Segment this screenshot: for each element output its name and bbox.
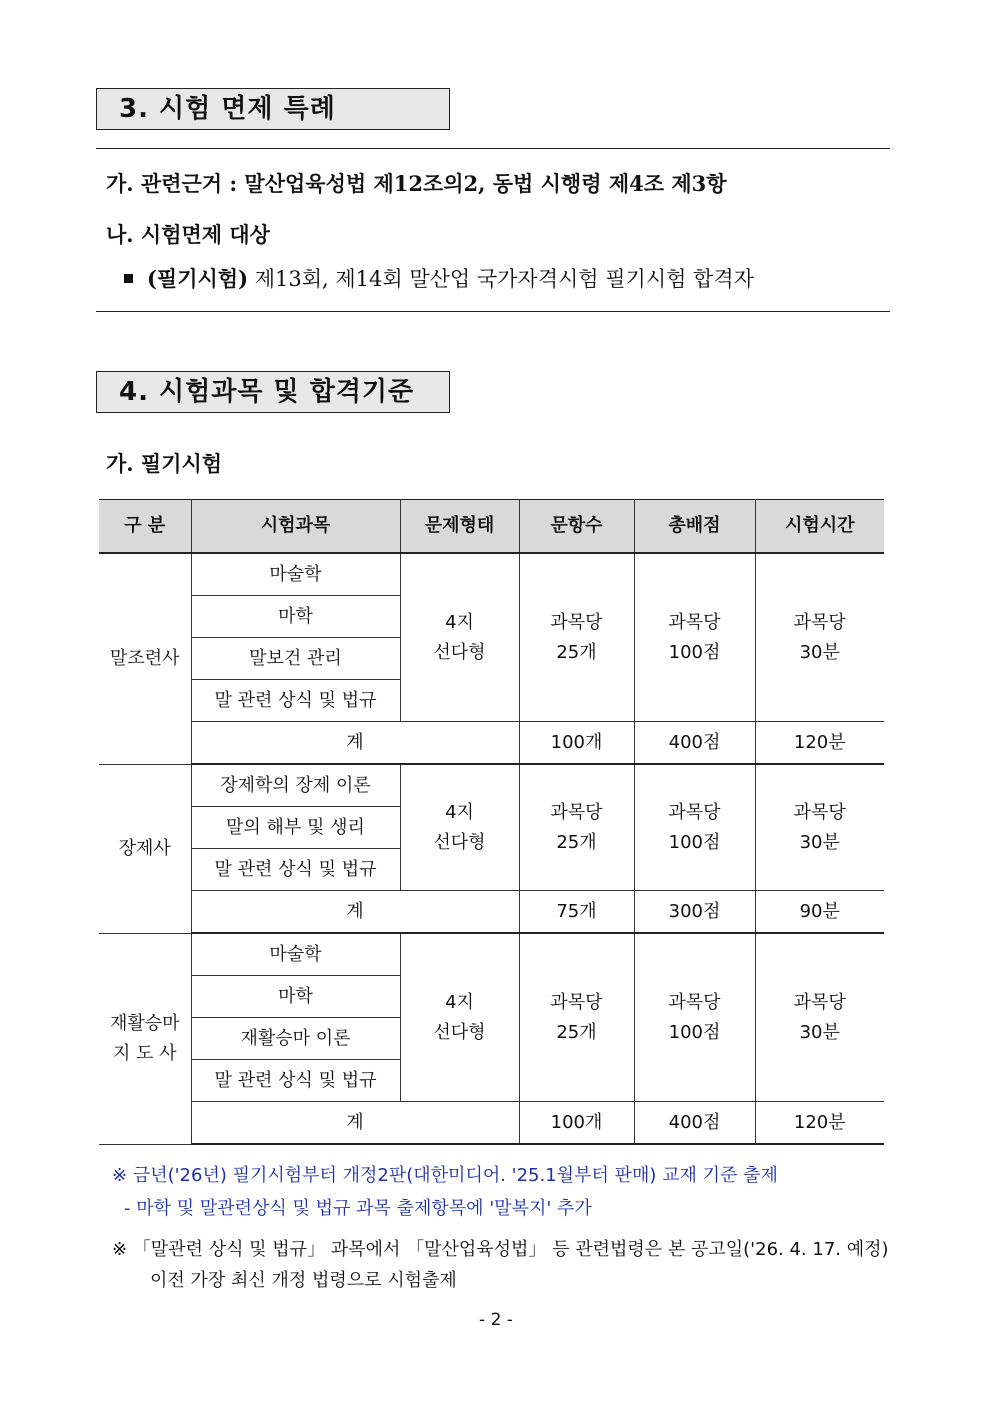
total-score: 400점 xyxy=(634,722,755,765)
page-number: - 2 - xyxy=(479,1310,513,1330)
type-line: 선다형 xyxy=(433,1021,486,1043)
section3-title: 3. 시험 면제 특례 xyxy=(96,88,450,130)
note-textbook-sub: - 마학 및 말관련상식 및 법규 과목 출제항목에 '말복지' 추가 xyxy=(124,1198,592,1219)
square-bullet-icon xyxy=(124,274,133,283)
note-law-line2: 이전 가장 최신 개정 법령으로 시험출제 xyxy=(150,1270,457,1291)
total-count: 100개 xyxy=(519,1102,634,1145)
header-time: 시험시간 xyxy=(755,500,884,554)
group-name-line: 재활승마 xyxy=(109,1012,180,1034)
section3-bullet xyxy=(124,263,754,293)
subject-cell: 재활승마 이론 xyxy=(191,1018,400,1060)
count-cell xyxy=(519,764,634,891)
table-total-row xyxy=(99,1102,884,1145)
total-count: 75개 xyxy=(519,891,634,934)
header-score: 총배점 xyxy=(634,500,755,554)
section4-title: 4. 시험과목 및 합격기준 xyxy=(96,371,450,413)
count-line: 25개 xyxy=(556,1021,597,1043)
type-cell xyxy=(400,933,519,1102)
table-row xyxy=(99,933,884,976)
subject-cell: 말 관련 상식 및 법규 xyxy=(191,680,400,722)
type-line: 선다형 xyxy=(433,831,486,853)
table-total-row xyxy=(99,722,884,765)
count-cell xyxy=(519,933,634,1102)
type-line: 4지 xyxy=(445,611,474,633)
count-line: 25개 xyxy=(556,831,597,853)
time-line: 30분 xyxy=(799,641,840,663)
section3-basis: 가. 관련근거 : 말산업육성법 제12조의2, 동법 시행령 제4조 제3항 xyxy=(106,171,727,196)
score-cell xyxy=(634,933,755,1102)
total-label: 계 xyxy=(191,722,519,765)
count-line: 과목당 xyxy=(550,801,603,823)
time-cell xyxy=(755,764,884,891)
subject-cell: 마학 xyxy=(191,976,400,1018)
score-cell xyxy=(634,764,755,891)
header-count: 문항수 xyxy=(519,500,634,554)
subject-cell: 말보건 관리 xyxy=(191,638,400,680)
group-name-trainer xyxy=(99,553,191,764)
section3-bottom-rule xyxy=(96,311,890,312)
section3-top-rule xyxy=(96,148,890,149)
time-line: 30분 xyxy=(799,1021,840,1043)
header-type: 문제형태 xyxy=(400,500,519,554)
note-textbook: ※ 금년('26년) 필기시험부터 개정2판(대한미디어. '25.1월부터 판매) 교재 기준 출제 xyxy=(112,1165,778,1186)
type-cell xyxy=(400,764,519,891)
total-time: 120분 xyxy=(755,722,884,765)
subject-cell: 말의 해부 및 생리 xyxy=(191,807,400,849)
score-line: 과목당 xyxy=(668,991,721,1013)
time-line: 과목당 xyxy=(793,991,846,1013)
score-line: 100점 xyxy=(668,1021,721,1043)
score-cell xyxy=(634,553,755,722)
count-line: 25개 xyxy=(556,641,597,663)
table-row xyxy=(99,553,884,596)
total-count: 100개 xyxy=(519,722,634,765)
table-total-row xyxy=(99,891,884,934)
subject-cell: 마학 xyxy=(191,596,400,638)
count-line: 과목당 xyxy=(550,611,603,633)
group-name-line: 지 도 사 xyxy=(112,1042,177,1064)
type-line: 4지 xyxy=(445,801,474,823)
score-line: 과목당 xyxy=(668,801,721,823)
total-label: 계 xyxy=(191,1102,519,1145)
group-name-farrier xyxy=(99,764,191,933)
bullet-bold-label: (필기시험) xyxy=(147,266,249,291)
section3-exemption-target: 나. 시험면제 대상 xyxy=(106,222,270,247)
subject-cell: 말 관련 상식 및 법규 xyxy=(191,1060,400,1102)
total-time: 120분 xyxy=(755,1102,884,1145)
count-line: 과목당 xyxy=(550,991,603,1013)
total-score: 300점 xyxy=(634,891,755,934)
time-line: 과목당 xyxy=(793,801,846,823)
note-law-line1: ※ 「말관련 상식 및 법규」 과목에서 「말산업육성법」 등 관련법령은 본 공고일('26. 4. 17. 예정) xyxy=(112,1239,889,1260)
header-category: 구 분 xyxy=(99,500,191,554)
total-label: 계 xyxy=(191,891,519,934)
type-line: 4지 xyxy=(445,991,474,1013)
subject-cell: 장제학의 장제 이론 xyxy=(191,764,400,807)
type-line: 선다형 xyxy=(433,641,486,663)
bullet-text: 제13회, 제14회 말산업 국가자격시험 필기시험 합격자 xyxy=(248,267,754,291)
time-cell xyxy=(755,553,884,722)
count-cell xyxy=(519,553,634,722)
group-name-line: 장제사 xyxy=(118,837,171,859)
type-cell xyxy=(400,553,519,722)
time-line: 30분 xyxy=(799,831,840,853)
subject-cell: 마술학 xyxy=(191,553,400,596)
exam-table xyxy=(99,499,884,1145)
group-name-therapeutic-riding xyxy=(99,933,191,1144)
score-line: 100점 xyxy=(668,831,721,853)
score-line: 과목당 xyxy=(668,611,721,633)
table-row xyxy=(99,764,884,807)
section4-written-exam: 가. 필기시험 xyxy=(106,451,223,476)
time-line: 과목당 xyxy=(793,611,846,633)
table-header-row xyxy=(99,500,884,554)
time-cell xyxy=(755,933,884,1102)
subject-cell: 말 관련 상식 및 법규 xyxy=(191,849,400,891)
subject-cell: 마술학 xyxy=(191,933,400,976)
header-subject: 시험과목 xyxy=(191,500,400,554)
total-score: 400점 xyxy=(634,1102,755,1145)
total-time: 90분 xyxy=(755,891,884,934)
group-name-line: 말조련사 xyxy=(109,647,180,669)
score-line: 100점 xyxy=(668,641,721,663)
